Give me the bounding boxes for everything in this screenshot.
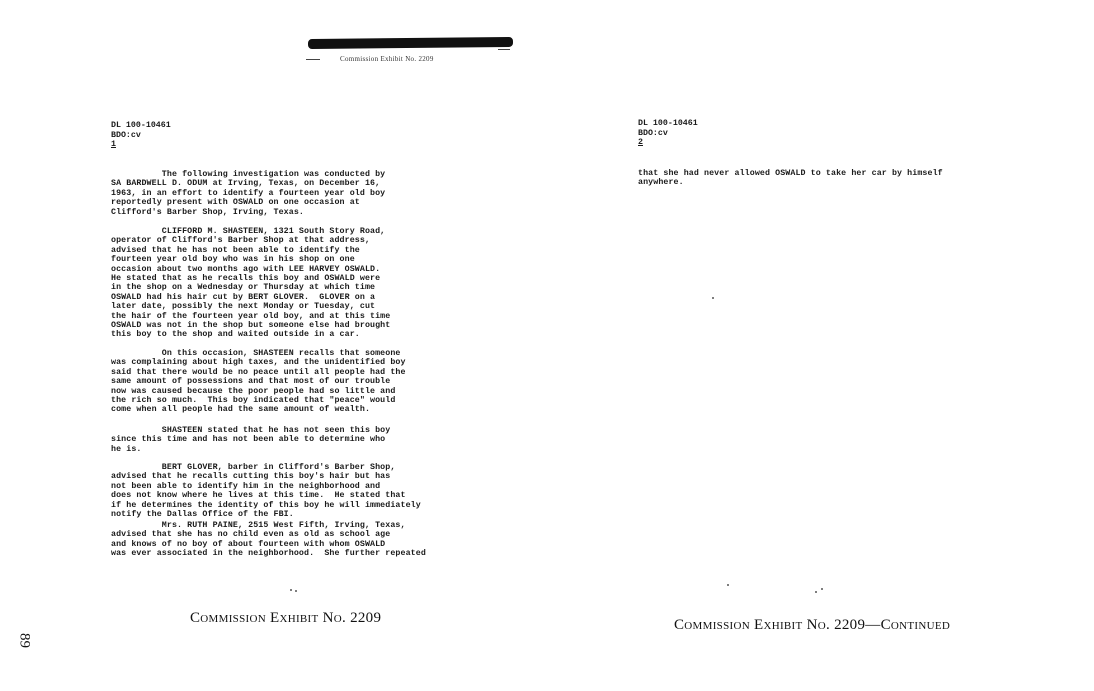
scan-speck [727, 584, 729, 586]
scan-speck [712, 297, 714, 299]
volume-page-number: 89 [16, 633, 33, 648]
paragraph-not-seen: SHASTEEN stated that he has not seen this boy since this time and has not been able to determine who he is. [111, 426, 391, 454]
file-header [638, 119, 698, 148]
paragraph-glover: BERT GLOVER, barber in Clifford's Barber Shop, advised that he recalls cutting this boy's hair but has not been able to identify him in the neighborhood and does not know where he lives at this time. He stated that if he determines the identity of this boy he will immediately notify the Dallas Office of the FBI. [111, 463, 421, 520]
page-number: 1 [111, 140, 116, 149]
scan-speck [821, 588, 823, 590]
exhibit-caption: Commission Exhibit No. 2209 [190, 610, 382, 626]
typist-initials: BDO:cv [111, 130, 141, 140]
exhibit-caption-continued: Commission Exhibit No. 2209—Continued [674, 617, 951, 633]
scan-speck [295, 590, 297, 592]
file-header [111, 121, 171, 150]
typist-initials: BDO:cv [638, 128, 668, 138]
right-document-page [547, 0, 1094, 691]
file-number: DL 100-10461 [638, 119, 698, 128]
file-number: DL 100-10461 [111, 121, 171, 130]
paragraph-intro: The following investigation was conducted by SA BARDWELL D. ODUM at Irving, Texas, on December 16, 1963, in an effort to identify a fourteen year old boy reportedly present with OSWALD on one occasion at Clifford's Barber Shop, Irving, Texas. [111, 170, 386, 217]
paragraph-paine: Mrs. RUTH PAINE, 2515 West Fifth, Irving, Texas, advised that she has no child even as old as school age and knows of no boy of about fourteen with whom OSWALD was ever associated in the neighborhood. She further repeated [111, 521, 426, 559]
header-dash-left [306, 59, 320, 60]
scan-speck [815, 591, 817, 593]
redaction-bar [308, 37, 513, 49]
paragraph-occasion: On this occasion, SHASTEEN recalls that someone was complaining about high taxes, and the unidentified boy said that there would be no peace until all people had the same amount of possessions and that most of our trouble now was caused because the poor people had so little and the rich so much. This boy indicated that "peace" would come when all people had the same amount of wealth. [111, 349, 406, 415]
page-number: 2 [638, 138, 643, 147]
paragraph-continued: that she had never allowed OSWALD to take her car by himself anywhere. [638, 169, 943, 188]
exhibit-stamp-header: Commission Exhibit No. 2209 [340, 55, 434, 63]
paragraph-shasteen: CLIFFORD M. SHASTEEN, 1321 South Story Road, operator of Clifford's Barber Shop at that address, advised that he has not been able to identify the fourteen year old boy who was in his shop on one occasion about two months ago with LEE HARVEY OSWALD. He stated that as he recalls this boy and OSWALD were in the shop on a Wednesday or Thursday at which time OSWALD had his hair cut by BERT GLOVER. GLOVER on a later date, possibly the next Monday or Tuesday, cut the hair of the fourteen year old boy, and at this time OSWALD was not in the shop but someone else had brought this boy to the shop and waited outside in a car. [111, 227, 391, 340]
scan-speck [290, 589, 292, 591]
header-dash-right [498, 49, 510, 50]
